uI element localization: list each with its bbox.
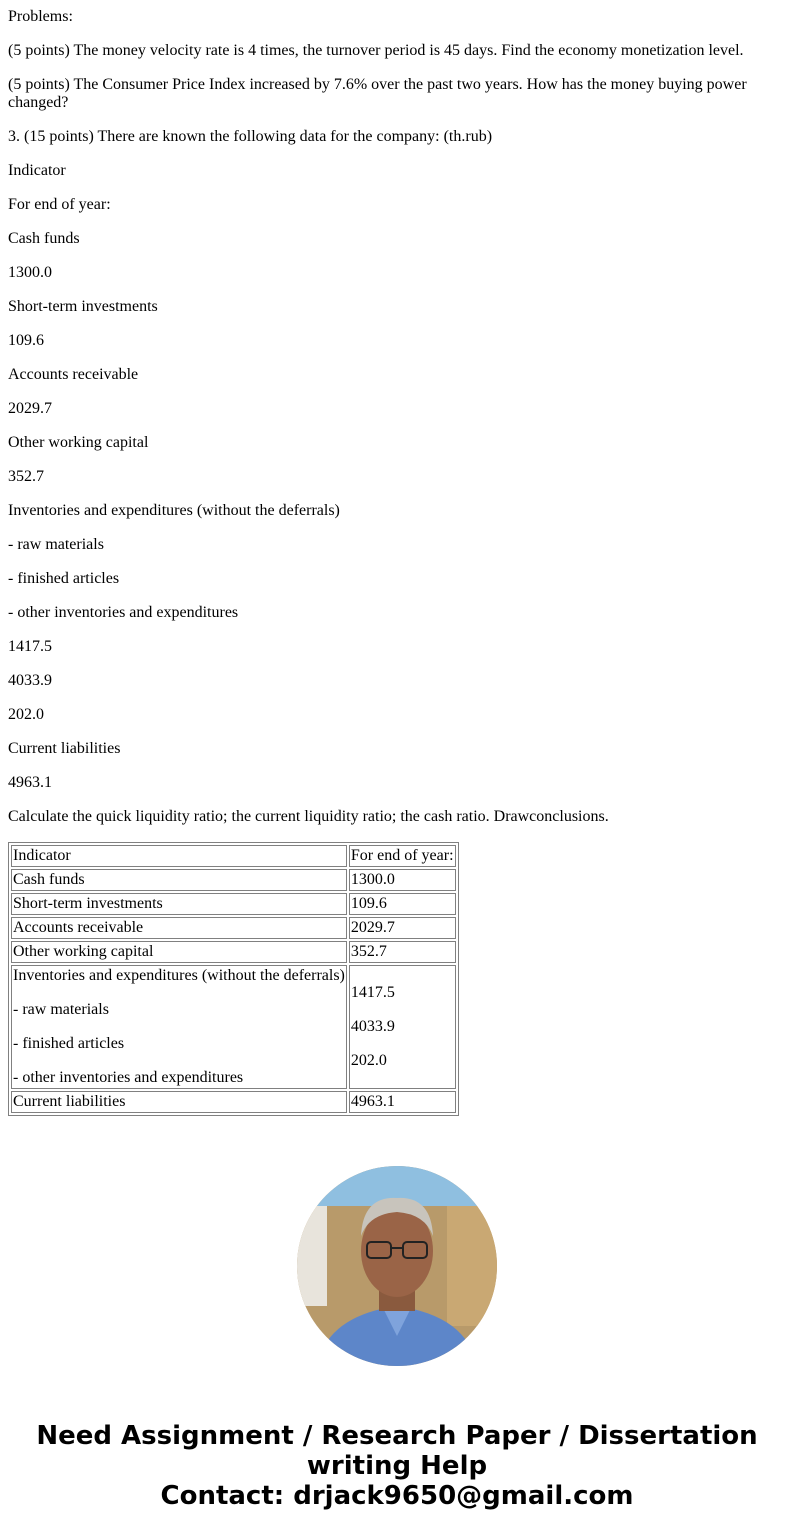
paragraph: Indicator (8, 162, 66, 179)
paragraph: 1417.5 (8, 638, 52, 655)
paragraph: For end of year: (8, 196, 111, 213)
paragraph: Cash funds (8, 230, 80, 247)
cell-line: 1417.5 (350, 984, 395, 1001)
paragraph: 4963.1 (8, 774, 52, 791)
data-table (8, 842, 459, 1116)
table-cell: Other working capital (11, 941, 347, 963)
paragraph: 109.6 (8, 332, 44, 349)
cell-line: - other inventories and expenditures (13, 1069, 244, 1086)
paragraph: - raw materials (8, 536, 104, 553)
paragraph: 352.7 (8, 468, 44, 485)
cell-line: Inventories and expenditures (without the deferrals) (13, 967, 345, 984)
contact-banner (8, 1421, 786, 1511)
paragraph: Problems: (8, 8, 73, 25)
paragraph: Inventories and expenditures (without the deferrals) (8, 502, 340, 519)
paragraph: (5 points) The Consumer Price Index increased by 7.6% over the past two years. How has the money buying power changed? (8, 76, 747, 111)
paragraph: 1300.0 (8, 264, 52, 281)
table-cell (11, 965, 347, 1089)
table-cell: Indicator (11, 845, 347, 867)
table-cell: 4963.1 (349, 1091, 456, 1113)
person-photo-icon (297, 1166, 497, 1366)
table-header-row (11, 845, 456, 867)
paragraph: 202.0 (8, 706, 44, 723)
table-row (11, 941, 456, 963)
cell-line: 4033.9 (350, 1018, 395, 1035)
table-cell: Accounts receivable (11, 917, 347, 939)
table-row (11, 893, 456, 915)
table-cell (349, 965, 456, 1089)
table-cell: 109.6 (349, 893, 456, 915)
table-row (11, 1091, 456, 1113)
avatar-container (8, 1166, 786, 1371)
table-row (11, 869, 456, 891)
table-cell: For end of year: (349, 845, 456, 867)
banner-headline: Need Assignment / Research Paper / Dissertation writing Help (36, 1421, 758, 1481)
banner-contact-email: Contact: drjack9650@gmail.com (160, 1481, 634, 1511)
cell-line: - raw materials (13, 1001, 109, 1018)
avatar (297, 1166, 497, 1366)
cell-line: - finished articles (13, 1035, 125, 1052)
paragraph: Short-term investments (8, 298, 158, 315)
table-cell: Short-term investments (11, 893, 347, 915)
table-cell: 352.7 (349, 941, 456, 963)
paragraph: - other inventories and expenditures (8, 604, 239, 621)
table-row-inventories (11, 965, 456, 1089)
paragraph: - finished articles (8, 570, 120, 587)
paragraph: Other working capital (8, 434, 149, 451)
table-row (11, 917, 456, 939)
paragraph: Current liabilities (8, 740, 121, 757)
paragraph: 3. (15 points) There are known the following data for the company: (th.rub) (8, 128, 493, 145)
paragraph: 2029.7 (8, 400, 52, 417)
paragraph: 4033.9 (8, 672, 52, 689)
table-cell: Current liabilities (11, 1091, 347, 1113)
cell-line: 202.0 (350, 1052, 387, 1069)
problem-text (8, 8, 786, 826)
table-cell: Cash funds (11, 869, 347, 891)
paragraph: Calculate the quick liquidity ratio; the current liquidity ratio; the cash ratio. Drawconclusions. (8, 808, 609, 825)
table-cell: 2029.7 (349, 917, 456, 939)
paragraph: (5 points) The money velocity rate is 4 times, the turnover period is 45 days. Find the economy monetization level. (8, 42, 744, 59)
table-cell: 1300.0 (349, 869, 456, 891)
paragraph: Accounts receivable (8, 366, 139, 383)
